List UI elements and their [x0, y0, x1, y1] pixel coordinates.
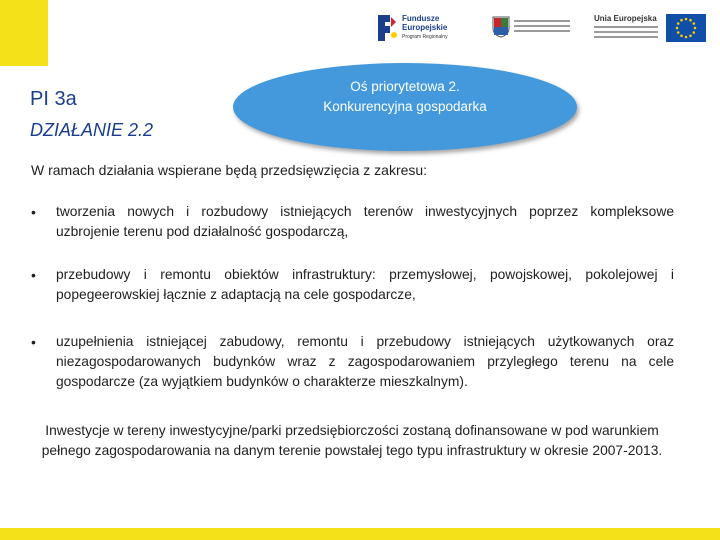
summary-text: Inwestycje w tereny inwestycyjne/parki przedsiębiorczości zostaną dofinansowane w pod warunkiem pełnego zagospodarowania na danym terenie powstałej tego typu infrastruktury w okresie 2007-2013. — [41, 423, 663, 458]
yellow-accent-stripe — [0, 0, 48, 66]
funds-logo-line2: Europejskie — [402, 23, 448, 32]
priority-code-title: PI 3a — [30, 88, 77, 110]
bullet-icon: • — [31, 204, 36, 220]
yellow-footer-stripe — [0, 528, 720, 540]
crest-icon — [492, 16, 510, 38]
funds-logo — [376, 12, 468, 46]
bullet-icon: • — [31, 334, 36, 350]
eu-flag-icon — [666, 14, 706, 42]
eu-logo-label: Unia Europejska — [594, 14, 657, 23]
bullet-icon: • — [31, 267, 36, 283]
funds-logo-line3: Program Regionalny — [402, 34, 448, 40]
list-item-text: przebudowy i remontu obiektów infrastruktury: przemysłowej, powojskowej, pokolejowej i popegeerowskiej łącznie z adaptacją na cele gospodarcze, — [56, 267, 674, 302]
intro-text: W ramach działania wspierane będą przedsięwzięcia z zakresu: — [31, 162, 428, 178]
list-item-text: tworzenia nowych i rozbudowy istniejących terenów inwestycyjnych poprzez kompleksowe uzbrojenie terenu pod działalność gospodarczą, — [56, 204, 674, 239]
list-item-text: uzupełnienia istniejącej zabudowy, remontu i przebudowy istniejących użytkowanych oraz niezagospodarowanych budynków wraz z zagospodarowaniem przyległego terenu na cele gospodarcze (za wyjątkiem budynków o charakterze mieszkalnym). — [56, 334, 674, 389]
funds-logo-line1: Fundusze — [402, 14, 440, 23]
eu-logo-text-lines — [594, 26, 658, 41]
logo-strip — [372, 8, 710, 50]
crest-text-lines — [514, 20, 570, 34]
eu-logo — [594, 12, 710, 46]
priority-axis-text — [250, 77, 560, 117]
action-title: DZIAŁANIE 2.2 — [30, 120, 154, 140]
priority-axis-line2: Konkurencyjna gospodarka — [323, 99, 487, 114]
funds-logo-icon — [376, 13, 398, 43]
priority-axis-line1: Oś priorytetowa 2. — [350, 79, 460, 94]
region-crest-logo — [492, 14, 572, 44]
